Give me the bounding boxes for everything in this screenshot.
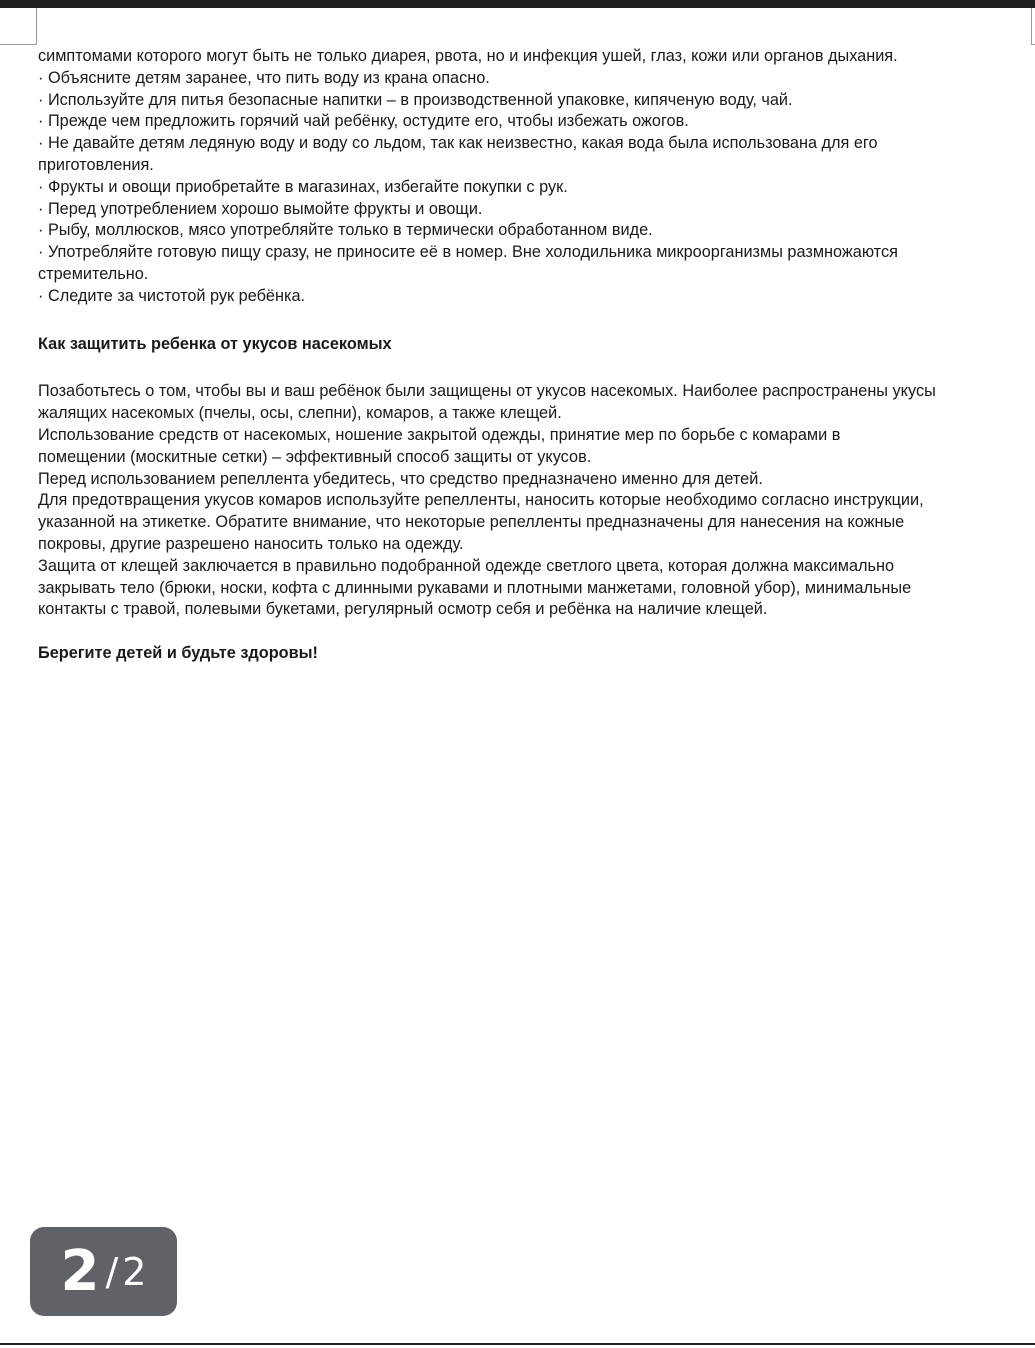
bullet-item: · Объясните детям заранее, что пить воду из крана опасно. (38, 68, 490, 87)
page-crop-mark-left (0, 8, 37, 45)
paragraph-line: Позаботьтесь о том, чтобы вы и ваш ребёнок были защищены от укусов насекомых. Наиболее распространены укусы (38, 382, 936, 401)
bullet-item: · Перед употреблением хорошо вымойте фрукты и овощи. (38, 199, 483, 218)
page-current-number: 2 (60, 1239, 100, 1304)
paragraph-line: Защита от клещей заключается в правильно подобранной одежде светлого цвета, которая должна максимально (38, 556, 895, 575)
bullet-item: · Фрукты и овощи приобретайте в магазинах, избегайте покупки с рук. (38, 177, 568, 196)
closing-text: Берегите детей и будьте здоровы! (38, 644, 318, 663)
text-line: приготовления. (38, 155, 154, 174)
paragraph-line: контакты с травой, полевыми букетами, регулярный осмотр себя и ребёнка на наличие клещей. (38, 600, 768, 619)
top-status-bar (0, 0, 1035, 8)
bullet-item: · Используйте для питья безопасные напитки – в производственной упаковке, кипяченую воду, чай. (38, 90, 793, 109)
page-crop-mark-right (1031, 8, 1035, 45)
paragraph-line: жалящих насекомых (пчелы, осы, слепни), комаров, а также клещей. (38, 404, 562, 423)
paragraph-line: Перед использованием репеллента убедитесь, что средство предназначено именно для детей. (38, 469, 763, 488)
paragraph-line: покровы, другие разрешено наносить только на одежду. (38, 534, 464, 553)
bullet-item: · Не давайте детям ледяную воду и воду со льдом, так как неизвестно, какая вода была использована для его (38, 134, 878, 153)
bullet-item: · Следите за чистотой рук ребёнка. (38, 286, 306, 305)
bullet-item: · Рыбу, моллюсков, мясо употребляйте только в термически обработанном виде. (38, 221, 653, 240)
page-total-number: 2 (122, 1249, 147, 1294)
paragraph-line: закрывать тело (брюки, носки, кофта с длинными рукавами и плотными манжетами, головной убор), минимальные (38, 578, 912, 597)
text-line: стремительно. (38, 264, 149, 283)
section-heading: Как защитить ребенка от укусов насекомых (38, 334, 392, 353)
paragraph-line: Для предотвращения укусов комаров используйте репелленты, наносить которые необходимо согласно инструкции, (38, 491, 924, 510)
paragraph-line: указанной на этикетке. Обратите внимание, что некоторые репелленты предназначены для нанесения на кожные (38, 513, 905, 532)
page-indicator (30, 1227, 177, 1316)
paragraph-line: помещении (москитные сетки) – эффективный способ защиты от укусов. (38, 447, 592, 466)
bullet-item: · Употребляйте готовую пищу сразу, не приносите её в номер. Вне холодильника микроорганизмы размножаются (38, 243, 898, 262)
document-page (38, 46, 1028, 665)
page-separator: / (105, 1249, 119, 1294)
bottom-divider (0, 1343, 1035, 1345)
paragraph-line: Использование средств от насекомых, ношение закрытой одежды, принятие мер по борьбе с комарами в (38, 425, 841, 444)
text-line: симптомами которого могут быть не только диарея, рвота, но и инфекция ушей, глаз, кожи или органов дыхания. (38, 47, 898, 65)
bullet-item: · Прежде чем предложить горячий чай ребёнку, остудите его, чтобы избежать ожогов. (38, 112, 689, 131)
